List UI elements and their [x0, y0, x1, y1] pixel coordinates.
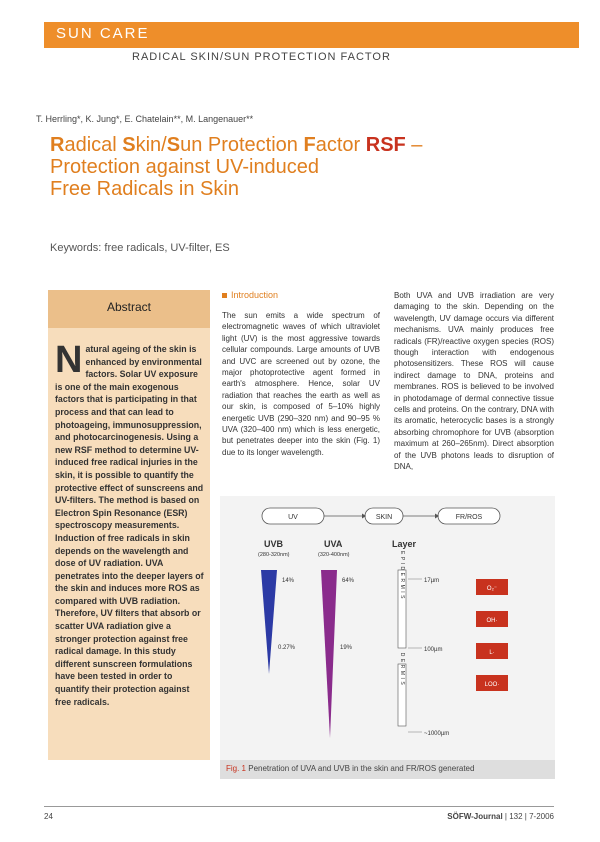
- species-label-1: O₂⁻: [486, 586, 498, 592]
- section-label: SUN CARE: [56, 25, 150, 42]
- flow-label-frros: FR/ROS: [455, 514, 483, 521]
- depth-label-3: ~1000µm: [424, 731, 450, 737]
- uvb-label: UVB: [264, 539, 284, 549]
- uvb-range: (280-320nm): [258, 552, 290, 558]
- figure-diagram: [220, 496, 555, 779]
- drop-cap: N: [55, 339, 83, 381]
- abstract-body: atural ageing of the skin is enhanced by environmental factors. Solar UV exposure is one of the main exogenous factors that is participating in that process and that can lead to photoageing, immunosuppression, and photocarcinogenesis. Using a new RSF method to determine UV-induced free radical injuries in the skin, it is possible to quantify the protective effect of sunscreens and UV-filters. The method is based on Electron Spin Resonance (ESR) spectroscopy measurements. Induction of free radicals in skin depends on the wavelength and dose of UV radiation. UVA penetrates into the deeper layers of the skin and induces more ROS as compared with UVB radiation. Therefore, UV filters that absorb or scatter UVA radiation give a stronger protection against free radical damage. In this study different sunscreen formulations have been tested in order to quantify their protection against free radicals.: [55, 344, 204, 707]
- introduction-heading: Introduction: [222, 290, 278, 300]
- species-label-3: L·: [489, 650, 495, 656]
- footer-rule: [44, 806, 554, 807]
- layer-label: Layer: [392, 539, 417, 549]
- abstract-text: [55, 339, 205, 708]
- title-line-1: Radical Skin/Sun Protection Factor RSF –: [50, 134, 423, 156]
- figure-1: [220, 496, 555, 779]
- uva-range: (320-400nm): [318, 552, 350, 558]
- body-column-1: The sun emits a wide spectrum of electromagnetic waves of which ultraviolet light (UV) is the most aggressive towards cellular compounds. Large amounts of UVB and UVC are screened out by ozone, the major photoprotective agent formed in earth's atmosphere. Hence, solar UV radiation that reaches the earth as well as our skin, is composed of 5–10% highly energetic UVB (290–320 nm) and 90–95 % UVA (320–400 nm) which is less energetic, but penetrates deeper into the skin (Fig. 1) due to its longer wavelength.: [222, 311, 380, 457]
- uva-pct-top: 64%: [342, 578, 355, 584]
- square-bullet-icon: [222, 293, 227, 298]
- species-label-2: OH·: [486, 618, 498, 624]
- species-label-4: LOO·: [484, 682, 500, 688]
- authors: T. Herrling*, K. Jung*, E. Chatelain**, M. Langenauer**: [36, 114, 254, 124]
- uva-wedge: [321, 570, 337, 738]
- subsection-label: RADICAL SKIN/SUN PROTECTION FACTOR: [132, 51, 391, 63]
- depth-label-1: 17µm: [424, 578, 440, 584]
- flow-label-uv: UV: [288, 514, 298, 521]
- journal-reference: SÖFW-Journal | 132 | 7-2006: [447, 812, 554, 821]
- uva-pct-bottom: 19%: [340, 645, 353, 651]
- abstract-heading: Abstract: [106, 300, 151, 314]
- uva-label: UVA: [324, 539, 343, 549]
- uvb-pct-bottom: 0.27%: [278, 645, 296, 651]
- page-number: 24: [44, 812, 53, 821]
- keywords: Keywords: free radicals, UV-filter, ES: [50, 242, 230, 254]
- body-column-2: Both UVA and UVB irradiation are very damaging to the skin. Depending on the wavelength, UV damage occurs via different mechanisms. UVA mainly produces free radicals (FR)/reactive oxygen species (ROS) though interaction with endogenous photosensitizers. These ROS will cause indirect damage to DNA, proteins and membranes. ROS is believed to be involved in photodamage of dermal connective tissue cells and proteins. On the contrary, DNA with its aromatic, heterocyclic bases is a strongly absorbing chromophore for UVB (absorption maximum at 260–265nm). Direct absorption of the UVB photons leads to disruption of DNA,: [394, 291, 554, 472]
- uvb-wedge: [261, 570, 277, 674]
- figure-caption: Fig. 1 Penetration of UVA and UVB in the skin and FR/ROS generated: [226, 764, 475, 773]
- title-line-3: Free Radicals in Skin: [50, 178, 239, 200]
- title-line-2: Protection against UV-induced: [50, 156, 320, 178]
- flow-label-skin: SKIN: [375, 514, 393, 521]
- article-title: [50, 134, 570, 200]
- dermis-label: DERMIS: [399, 652, 405, 688]
- depth-label-2: 100µm: [424, 647, 443, 653]
- uvb-pct-top: 14%: [282, 578, 295, 584]
- epidermis-label: EPIDERMIS: [399, 550, 405, 602]
